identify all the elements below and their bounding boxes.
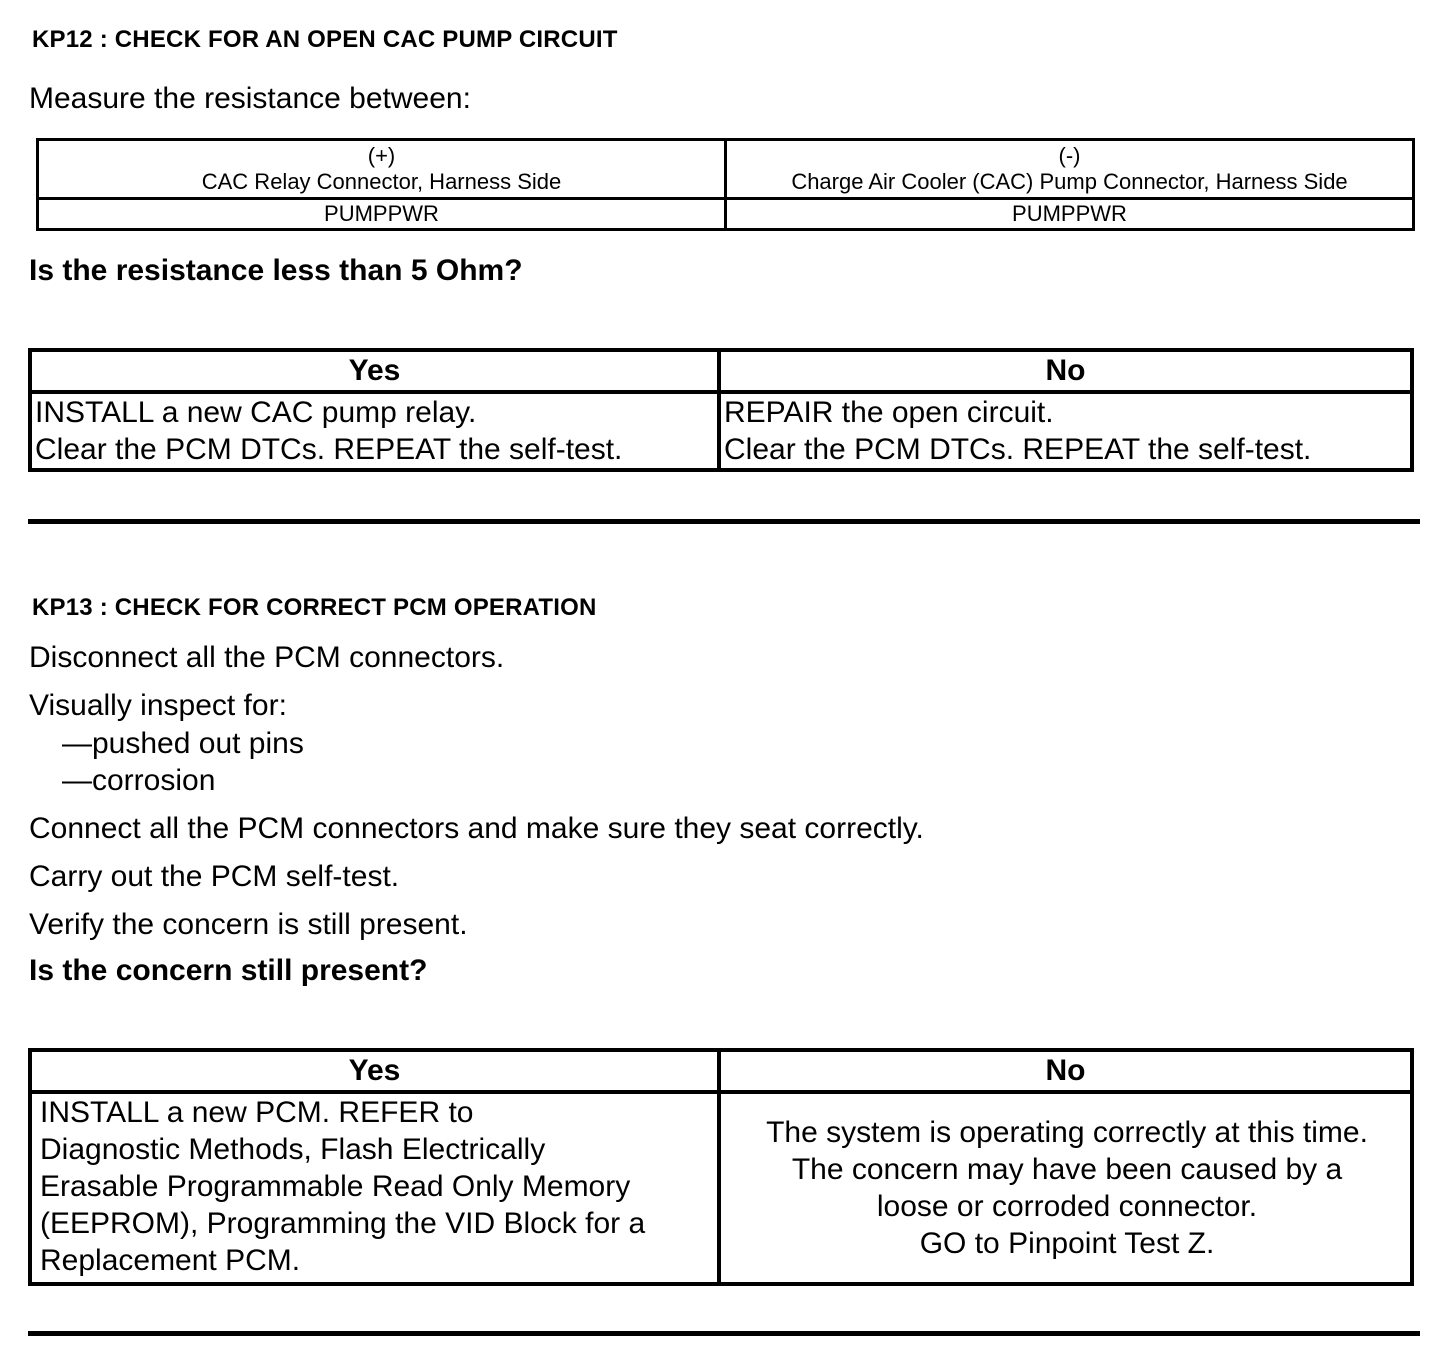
kp13-no-header: No — [719, 1050, 1412, 1092]
measurement-value-row — [38, 199, 1414, 230]
kp12-answer-body-row — [30, 392, 1412, 470]
positive-pin-value: PUMPPWR — [38, 199, 726, 230]
measurement-table — [36, 138, 1415, 231]
kp13-title: KP13 : CHECK FOR CORRECT PCM OPERATION — [32, 594, 597, 621]
kp12-title: KP12 : CHECK FOR AN OPEN CAC PUMP CIRCUIT — [32, 26, 618, 53]
kp13-no-line: The concern may have been caused by a — [791, 1153, 1343, 1186]
kp13-bullet-pins: —pushed out pins — [62, 727, 304, 760]
kp13-step-verify: Verify the concern is still present. — [29, 908, 468, 941]
negative-pin-value: PUMPPWR — [726, 199, 1414, 230]
kp12-answer-header-row — [30, 350, 1412, 392]
positive-connector-desc: CAC Relay Connector, Harness Side — [201, 169, 562, 194]
kp13-no-line: loose or corroded connector. — [876, 1190, 1258, 1223]
kp13-answer-table — [28, 1048, 1414, 1286]
section-divider — [28, 519, 1420, 524]
kp12-yes-line: INSTALL a new CAC pump relay. — [35, 396, 477, 429]
kp13-answer-header-row — [30, 1050, 1412, 1092]
positive-sign: (+) — [367, 143, 396, 168]
kp13-step-selftest: Carry out the PCM self-test. — [29, 860, 400, 893]
kp13-yes-line: Diagnostic Methods, Flash Electrically — [40, 1133, 546, 1166]
kp13-yes-line: (EEPROM), Programming the VID Block for a — [40, 1207, 646, 1240]
kp13-step-inspect: Visually inspect for: — [29, 689, 287, 722]
kp12-no-action — [719, 392, 1412, 470]
kp13-answer-body-row — [30, 1092, 1412, 1284]
kp13-yes-line: INSTALL a new PCM. REFER to — [40, 1096, 474, 1129]
positive-lead-header — [38, 140, 726, 199]
kp13-yes-action — [30, 1092, 719, 1284]
kp13-no-line: GO to Pinpoint Test Z. — [919, 1227, 1215, 1260]
kp13-yes-header: Yes — [30, 1050, 719, 1092]
negative-connector-desc: Charge Air Cooler (CAC) Pump Connector, Harness Side — [791, 169, 1348, 194]
kp12-yes-header: Yes — [30, 350, 719, 392]
kp12-yes-action — [30, 392, 719, 470]
kp12-question: Is the resistance less than 5 Ohm? — [29, 254, 523, 287]
kp12-answer-table — [28, 348, 1414, 472]
kp12-no-line: Clear the PCM DTCs. REPEAT the self-test. — [724, 433, 1312, 466]
kp13-step-disconnect: Disconnect all the PCM connectors. — [29, 641, 505, 674]
kp12-no-line: REPAIR the open circuit. — [724, 396, 1054, 429]
kp13-question: Is the concern still present? — [29, 954, 428, 987]
kp13-no-line: The system is operating correctly at this time. — [766, 1116, 1368, 1149]
kp12-yes-line: Clear the PCM DTCs. REPEAT the self-test. — [35, 433, 623, 466]
kp12-intro: Measure the resistance between: — [29, 82, 471, 115]
kp12-no-header: No — [719, 350, 1412, 392]
kp13-bullet-corrosion: —corrosion — [62, 764, 216, 797]
negative-sign: (-) — [1058, 143, 1081, 168]
kp13-yes-line: Erasable Programmable Read Only Memory — [40, 1170, 631, 1203]
kp13-step-connect: Connect all the PCM connectors and make sure they seat correctly. — [29, 812, 924, 845]
kp13-yes-line: Replacement PCM. — [40, 1244, 301, 1277]
section-divider — [28, 1331, 1420, 1336]
negative-lead-header — [726, 140, 1414, 199]
measurement-header-row — [38, 140, 1414, 199]
kp13-no-action — [719, 1092, 1412, 1284]
